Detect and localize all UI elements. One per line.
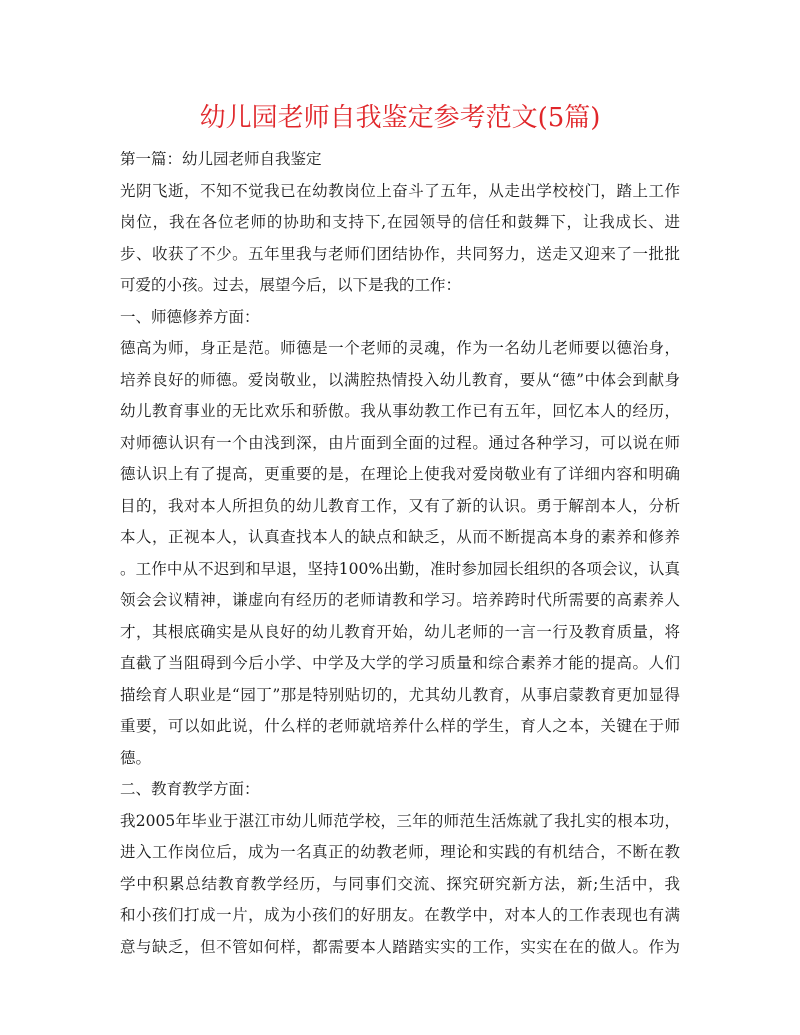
text-line: 培养良好的师德。爱岗敬业，以满腔热情投入幼儿教育，要从“德”中体会到献身 bbox=[120, 370, 680, 389]
text-line: 岗位，我在各位老师的协助和支持下,在园领导的信任和鼓舞下，让我成长、进 bbox=[120, 213, 680, 231]
document-body bbox=[120, 144, 680, 963]
text-line: 和小孩们打成一片，成为小孩们的好朋友。在教学中，对本人的工作表现也有满 bbox=[120, 906, 680, 924]
text-line: 我2005年毕业于湛江市幼儿师范学校，三年的师范生活炼就了我扎实的根本功， bbox=[120, 811, 680, 830]
text-line: 意与缺乏，但不管如何样，都需要本人踏踏实实的工作，实实在在的做人。作为 bbox=[120, 937, 680, 956]
text-line: 对师德认识有一个由浅到深，由片面到全面的过程。通过各种学习，可以说在师 bbox=[120, 433, 680, 452]
text-line: 重要，可以如此说，什么样的老师就培养什么样的学生，育人之本，关键在于师 bbox=[120, 717, 680, 735]
text-line: 德认识上有了提高，更重要的是，在理论上使我对爱岗敬业有了详细内容和明确 bbox=[120, 465, 680, 483]
text-line: 第一篇：幼儿园老师自我鉴定 bbox=[120, 150, 322, 168]
text-line: 一、师德修养方面： bbox=[120, 307, 260, 326]
text-line: 描绘育人职业是“园丁”那是特别贴切的，尤其幼儿教育，从事启蒙教育更加显得 bbox=[120, 685, 680, 704]
text-line: 光阴飞逝，不知不觉我已在幼教岗位上奋斗了五年，从走出学校校门，踏上工作 bbox=[120, 181, 680, 200]
text-line: 德。 bbox=[120, 748, 152, 767]
text-line: 德高为师，身正是范。师德是一个老师的灵魂，作为一名幼儿老师要以德治身， bbox=[120, 339, 680, 357]
text-line: 学中积累总结教育教学经历，与同事们交流、探究研究新方法，新;生活中，我 bbox=[120, 874, 680, 893]
text-line: 目的，我对本人所担负的幼儿教育工作，又有了新的认识。勇于解剖本人，分析 bbox=[120, 496, 680, 515]
text-line: 步、收获了不少。五年里我与老师们团结协作，共同努力，送走又迎来了一批批 bbox=[120, 244, 680, 263]
text-line: 领会会议精神，谦虚向有经历的老师请教和学习。培养跨时代所需要的高素养人 bbox=[120, 591, 680, 609]
text-line: 。工作中从不迟到和早退，坚持100%出勤，准时参加园长组织的各项会议，认真 bbox=[120, 559, 680, 578]
text-line: 可爱的小孩。过去，展望今后，以下是我的工作： bbox=[120, 276, 462, 294]
text-line: 幼儿教育事业的无比欢乐和骄傲。我从事幼教工作已有五年，回忆本人的经历， bbox=[120, 402, 680, 420]
text-line: 直截了当阻碍到今后小学、中学及大学的学习质量和综合素养才能的提高。人们 bbox=[120, 654, 680, 672]
text-line: 本人，正视本人，认真查找本人的缺点和缺乏，从而不断提高本身的素养和修养 bbox=[120, 528, 680, 546]
text-line: 二、教育教学方面： bbox=[120, 780, 260, 798]
document-title: 幼儿园老师自我鉴定参考范文(5篇) bbox=[199, 103, 601, 133]
text-line: 进入工作岗位后，成为一名真正的幼教老师，理论和实践的有机结合，不断在教 bbox=[120, 843, 680, 861]
text-line: 才，其根底确实是从良好的幼儿教育开始，幼儿老师的一言一行及教育质量，将 bbox=[120, 622, 680, 641]
